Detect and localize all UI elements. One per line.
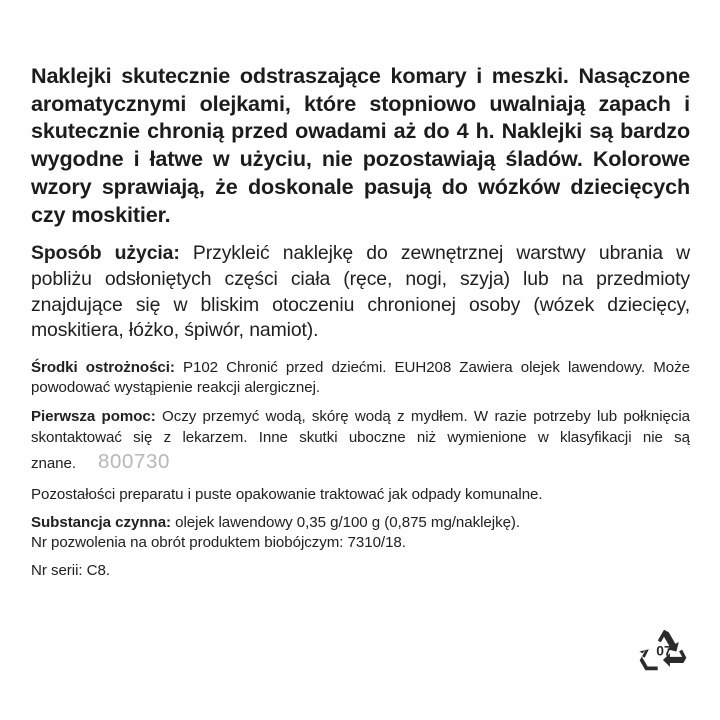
batch-number: Nr serii: C8.: [31, 562, 111, 580]
precautions-text: P102 Chronić przed dziećmi. EUH208 Zawiera olejek lawendowy. Może powodować wystąpienie reakcji alergicznej.: [31, 358, 690, 397]
usage-instructions-paragraph: [31, 241, 690, 343]
active-substance-paragraph: [31, 513, 690, 554]
precautions-heading: Środki ostrożności:: [31, 358, 175, 376]
first-aid-heading: Pierwsza pomoc:: [31, 408, 156, 426]
first-aid-paragraph: [31, 407, 690, 475]
active-substance-heading: Substancja czynna:: [31, 513, 172, 531]
recycling-code-label: 07: [656, 642, 672, 659]
first-aid-text: Oczy przemyć wodą, skórę wodą z mydłem. W razie potrzeby lub połknięcia skontaktować się z lekarzem. Inne skutki uboczne niż wymienione w klasyfikacji nie są znane.: [31, 408, 690, 473]
usage-heading: Sposób użycia:: [31, 242, 180, 265]
precautions-paragraph: [31, 358, 690, 399]
product-description-paragraph: Naklejki skutecznie odstraszające komary i meszki. Nasączone aromatycznymi olejkami, które stopniowo uwalniają zapach i skutecznie chronią przed owadami aż do 4 h. Naklejki są bardzo wygodne i łatwe w użyciu, nie pozostawiają śladów. Kolorowe wzory sprawiają, że doskonale pasują do wózków dziecięcych czy moskitier.: [31, 63, 690, 227]
recycling-mobius-loop-icon: [636, 626, 692, 678]
product-code: 800730: [98, 450, 171, 474]
disposal-paragraph: Pozostałości preparatu i puste opakowanie traktować jak odpady komunalne.: [31, 485, 543, 503]
active-substance-text: olejek lawendowy 0,35 g/100 g (0,875 mg/naklejkę).: [171, 513, 521, 531]
authorisation-number: Nr pozwolenia na obrót produktem biobójczym: 7310/18.: [31, 534, 406, 552]
usage-text: Przykleić naklejkę do zewnętrznej warstwy ubrania w pobliżu odsłoniętych części ciała (ręce, nogi, szyja) lub na przedmioty znajdujące się w bliskim otoczeniu chronionej osoby (wózek dziecięcy, moskitiera, łóżko, śpiwór, namiot).: [31, 242, 690, 342]
